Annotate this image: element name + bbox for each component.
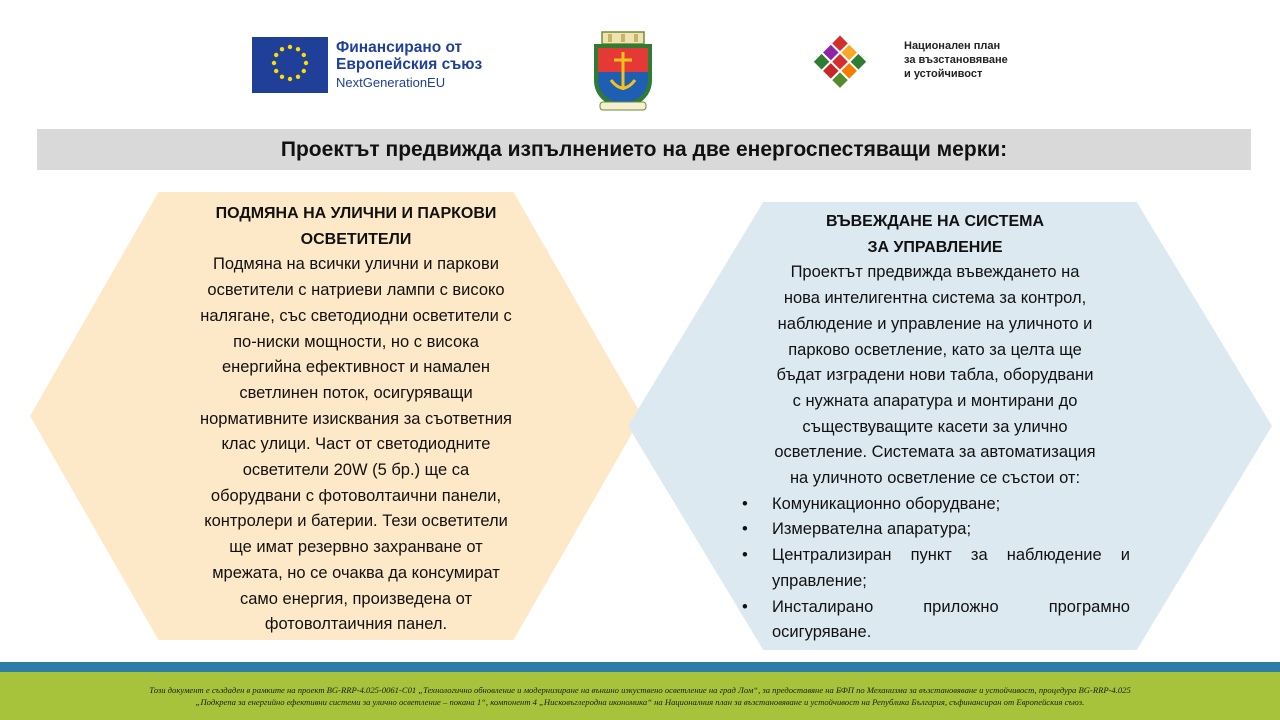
street-lighting-body-line: светлинен поток, осигуряващи	[239, 383, 473, 402]
street-lighting-body-line: фотоволтаичния панел.	[264, 615, 448, 634]
coat-of-arms-icon	[588, 30, 658, 114]
footer-disclaimer	[0, 672, 1280, 720]
bullet-icon: •	[742, 520, 748, 539]
footer-line1: Този документ е създаден в рамките на проект BG-RRP-4.025-0061-C01 „Технологично обновление и модернизиране на външно изкуствено осветление на град Лом“, за предоставяне на БФП по Механизма за възстановяване и устойчивост, процедура BG-RRP-4.025	[149, 685, 1131, 695]
street-lighting-body-line: ще имат резервно захранване от	[229, 538, 483, 557]
bullet-item	[740, 492, 1130, 518]
street-lighting-body-line: осветители 20W (5 бр.) ще са	[242, 461, 470, 480]
bullet-text: Измервателна апаратура;	[772, 520, 972, 539]
control-system-body	[740, 260, 1130, 491]
bullet-item	[740, 517, 1130, 543]
street-lighting-body-line: енергийна ефективност и намален	[221, 358, 491, 377]
control-system-body-line: осветление. Системата за автоматизация	[774, 443, 1096, 462]
street-lighting-body-line: Подмяна на всички улични и паркови	[213, 255, 499, 274]
control-system-bullet-list	[740, 492, 1130, 646]
street-lighting-body-line: само енергия, произведена от	[239, 589, 473, 608]
street-lighting-body-line: клас улици. Част от светодиодните	[221, 435, 491, 454]
npv-logo-line2: за възстановяване	[904, 54, 1008, 67]
recovery-plan-mark-icon	[806, 31, 874, 91]
street-lighting-content	[170, 201, 542, 638]
street-lighting-body	[170, 252, 542, 638]
footer-stripe	[0, 662, 1280, 672]
eu-funding-logo	[252, 36, 504, 94]
street-lighting-body-line: осветители с натриеви лампи с високо	[207, 281, 505, 300]
control-system-body-line: Проектът предвижда въвеждането на	[790, 263, 1080, 282]
bullet-item	[740, 595, 1130, 646]
bullet-icon: •	[742, 494, 748, 513]
street-lighting-body-line: налягане, със светодиодни осветители с	[200, 306, 512, 325]
bullet-text: Централизиран пункт за наблюдение и управление;	[772, 546, 1130, 590]
control-system-body-line: съществуващите касети за улично	[802, 417, 1068, 436]
footer-line2: „Подкрепа за енергийно ефективни системи за улично осветление – покана 1“, компонент 4 „Нисковъглеродна икономика“ на Националния план за възстановяване и устойчивост на Република България, съфинансиран от Европейския съюз.	[195, 697, 1085, 707]
bullet-icon: •	[742, 597, 748, 616]
eu-logo-line2: Европейския съюз	[336, 56, 483, 74]
street-lighting-body-line: контролери и батерии. Тези осветители	[204, 512, 508, 531]
control-system-title-line1: ВЪВЕЖДАНЕ НА СИСТЕМА	[825, 213, 1045, 230]
eu-flag-icon	[252, 37, 328, 93]
control-system-body-line: на уличното осветление се състои от:	[789, 469, 1081, 488]
eu-logo-line1: Финансирано от	[336, 39, 463, 57]
street-lighting-title-line1: ПОДМЯНА НА УЛИЧНИ И ПАРКОВИ	[215, 205, 497, 222]
control-system-body-line: нова интелигентна система за контрол,	[783, 289, 1087, 308]
page-title: Проектът предвижда изпълнението на две енергоспестяващи мерки:	[280, 137, 1008, 161]
control-system-body-line: наблюдение и управление на уличното и	[777, 314, 1093, 333]
recovery-plan-logo	[806, 30, 1026, 92]
bullet-item	[740, 543, 1130, 594]
bullet-icon: •	[742, 546, 748, 565]
control-system-title-line2: ЗА УПРАВЛЕНИЕ	[867, 238, 1003, 256]
street-lighting-body-line: нормативните изисквания за съответния	[200, 409, 512, 428]
bullet-text: Комуникационно оборудване;	[772, 494, 1001, 513]
title-banner	[37, 129, 1251, 170]
npv-logo-line1: Национален план	[904, 40, 1001, 53]
street-lighting-title-line2: ОСВЕТИТЕЛИ	[300, 230, 412, 248]
bullet-text: Инсталирано приложно програмно осигуряване.	[772, 597, 1130, 642]
street-lighting-body-line: мрежата, но се очаква да консумират	[212, 563, 500, 582]
control-system-body-line: парково осветление, като за целта ще	[788, 340, 1082, 359]
street-lighting-body-line: по-ниски мощности, но с висока	[233, 332, 479, 351]
street-lighting-body-line: оборудвани с фотоволтаични панели,	[210, 486, 502, 505]
control-system-body-line: бъдат изградени нови табла, оборудвани	[776, 366, 1094, 385]
npv-logo-line3: и устойчивост	[904, 67, 983, 80]
eu-logo-line3: NextGenerationEU	[336, 75, 446, 91]
control-system-body-line: с нужната апаратура и монтирани до	[792, 391, 1078, 410]
control-system-content	[740, 209, 1130, 646]
